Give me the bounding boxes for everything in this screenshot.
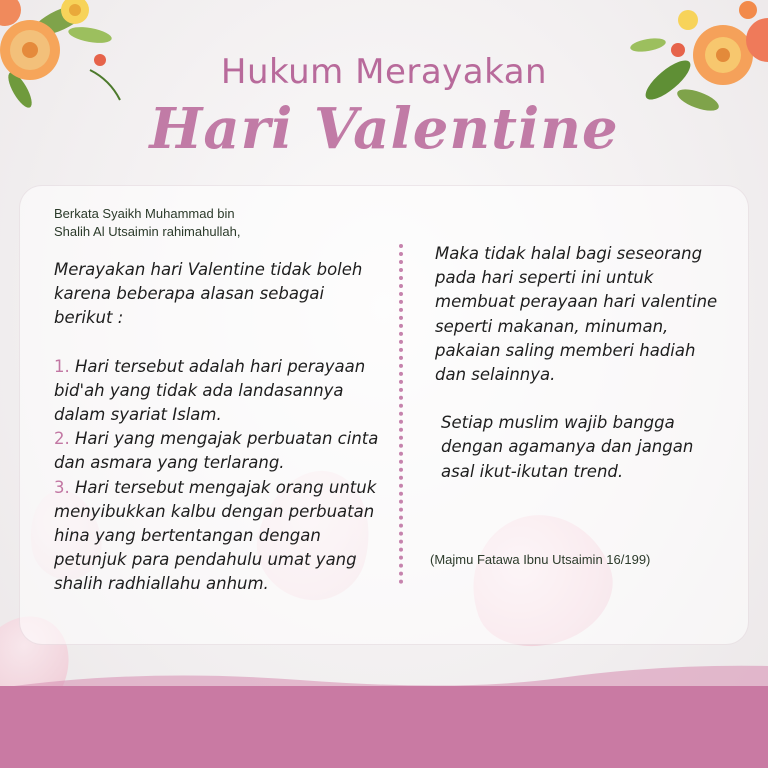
left-column <box>54 258 384 597</box>
source-citation: (Majmu Fatawa Ibnu Utsaimin 16/199) <box>430 552 651 567</box>
reason-text: Hari tersebut mengajak orang untuk menyibukkan kalbu dengan perbuatan hina yang bertentangan dengan petunjuk para pendahulu umat yang shalih radhiallahu anhum. <box>54 477 377 594</box>
reason-number: 3. <box>54 477 70 497</box>
reason-text: Hari tersebut adalah hari perayaan bid'ah yang tidak ada landasannya dalam syariat Islam. <box>54 356 366 425</box>
intro-line-2: Shalih Al Utsaimin rahimahullah, <box>54 224 241 239</box>
reason-item <box>54 427 384 475</box>
intro-line-1: Berkata Syaikh Muhammad bin <box>54 206 235 221</box>
right-paragraph-1: Maka tidak halal bagi seseorang pada hari seperti ini untuk membuat perayaan hari valentine seperti makanan, minuman, pakaian saling memberi hadiah dan selainnya. <box>435 244 718 385</box>
reason-text: Hari yang mengajak perbuatan cinta dan asmara yang terlarang. <box>54 429 379 473</box>
reason-number: 1. <box>54 356 70 376</box>
reason-number: 2. <box>54 429 70 449</box>
lead-text: Merayakan hari Valentine tidak boleh karena beberapa alasan sebagai berikut : <box>54 260 363 328</box>
title-line-2: Hari Valentine <box>149 96 619 162</box>
title-line-1: Hukum Merayakan <box>220 52 548 92</box>
intro-attribution <box>54 205 354 241</box>
reason-item <box>54 355 384 428</box>
bottom-band <box>0 686 768 768</box>
right-column <box>435 242 725 484</box>
reason-item <box>54 476 384 597</box>
right-paragraph-2: Setiap muslim wajib bangga dengan agamanya dan jangan asal ikut-ikutan trend. <box>441 413 694 481</box>
dotted-divider <box>399 244 403 584</box>
